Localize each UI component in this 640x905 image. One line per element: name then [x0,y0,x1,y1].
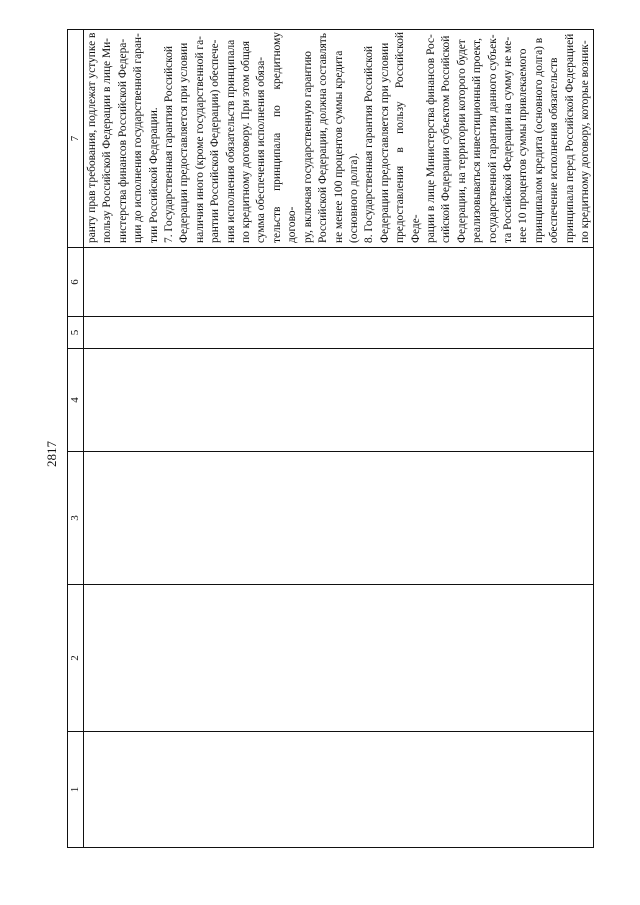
table-cell-7 [84,30,594,248]
column-header-7: 7 [68,30,84,248]
rotated-table-container [67,30,607,848]
table-row [84,30,594,848]
column-7-text: ранту прав требования, подлежат уступке в пользу Российской Федерации в лице Ми- нистерства финансов Российской Федера- ции до исполнения государственной гаран- тии Российской Федерации. 7. Государственная гарантия Российской Федерации предоставляется при условии наличия иного (кроме государственной га- рантии Российской Федерации) обеспече- ния исполнения обязательств принципала по кредитному договору. При этом общая сумма обеспечения исполнения обяза- тельств принципала по кредитному догово- ру, включая государственную гарантию Российской Федерации, должна составлять не менее 100 процентов суммы кредита (основного долга). 8. Государственная гарантия Российской Федерации предоставляется при условии предоставления в пользу Российской Феде- рации в лице Министерства финансов Рос- сийской Федерации субъектом Российской Федерации, на территории которого будет реализовываться инвестиционный проект, государственной гарантии данного субъек- та Российской Федерации на сумму не ме- нее 10 процентов суммы привлекаемого принципалом кредита (основного долга) в обеспечение исполнения обязательств принципала перед Российской Федерацией по кредитному договору, которые возник- [86,32,591,243]
data-table [67,29,594,848]
column-header-6: 6 [68,248,84,317]
table-cell-2 [84,585,594,732]
table-cell-6 [84,248,594,317]
rotated-table [67,30,607,848]
column-header-3: 3 [68,452,84,585]
table-header-row [68,30,84,848]
table-cell-1 [84,732,594,848]
column-header-4: 4 [68,349,84,452]
page-number: 2817 [44,441,59,467]
column-header-1: 1 [68,732,84,848]
column-header-2: 2 [68,585,84,732]
table-cell-3 [84,452,594,585]
table-cell-5 [84,317,594,349]
table-cell-4 [84,349,594,452]
column-header-5: 5 [68,317,84,349]
